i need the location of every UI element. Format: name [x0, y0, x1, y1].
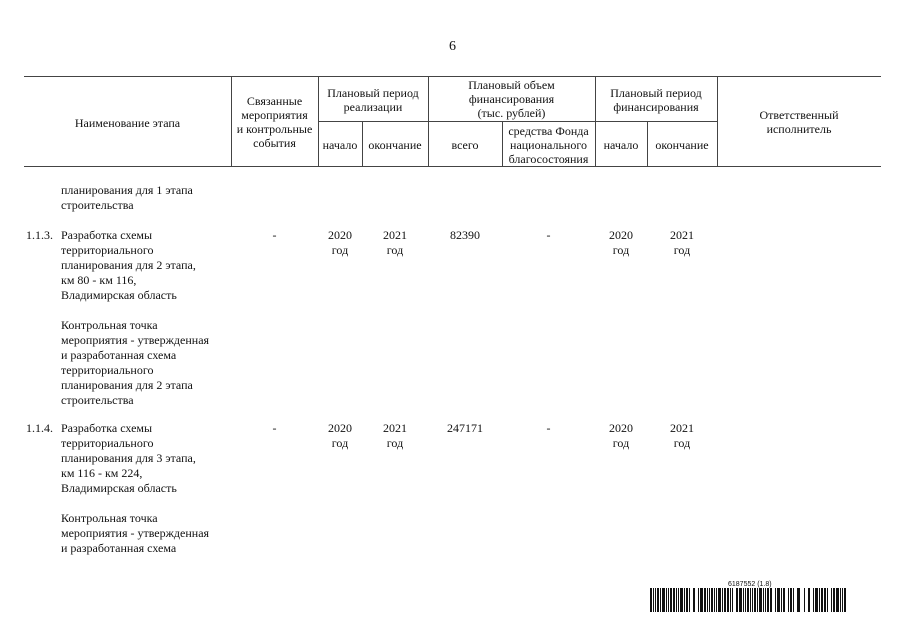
header-fin-start: начало	[603, 138, 639, 152]
row-2-id: 1.1.4.	[26, 421, 53, 435]
row-1-id: 1.1.3.	[26, 228, 53, 242]
row-1-period-end: 2021 год	[383, 228, 407, 257]
row-2-stage-name: Разработка схемы территориального планирования для 3 этапа, км 116 - км 224, Владимирская область Контрольная точка мероприятия - утвержденная и разработанная схема	[61, 421, 210, 555]
header-fund: средства Фонда национального благосостояния	[508, 124, 589, 166]
header-mid-rule-fin-period	[595, 121, 717, 122]
header-related-events: Связанные мероприятия и контрольные события	[236, 94, 313, 150]
page-number: 6	[449, 39, 456, 54]
header-plan-fin-period: Плановый период финансирования	[610, 86, 702, 114]
row-1-fund: -	[546, 228, 551, 242]
barcode	[650, 588, 856, 612]
header-mid-rule-period	[318, 121, 428, 122]
barcode-bars	[650, 588, 846, 612]
row-1-stage-name: Разработка схемы территориального планирования для 2 этапа, км 80 - км 116, Владимирская область Контрольная точка мероприятия - утвержденная и разработанная схема территориального планирования для 2 этапа строительства	[61, 228, 210, 407]
row-0-stage-name: планирования для 1 этапа строительства	[61, 183, 193, 212]
header-period-end: окончание	[368, 138, 422, 152]
row-1-related: -	[272, 228, 277, 242]
row-2-fin-start: 2020 год	[609, 421, 633, 450]
header-period-start: начало	[322, 138, 358, 152]
barcode-label: 6187552 (1.8)	[728, 581, 772, 588]
header-responsible: Ответственный исполнитель	[759, 108, 839, 136]
row-2-period-start: 2020 год	[328, 421, 352, 450]
row-2-total: 247171	[447, 421, 483, 435]
header-total: всего	[451, 138, 479, 152]
row-1-fin-end: 2021 год	[670, 228, 694, 257]
header-plan-period: Плановый период реализации	[327, 86, 419, 114]
header-top-rule	[24, 76, 881, 77]
row-1-total: 82390	[450, 228, 480, 242]
header-mid-rule-volume	[428, 121, 595, 122]
header-fin-end: окончание	[655, 138, 709, 152]
row-2-fin-end: 2021 год	[670, 421, 694, 450]
row-1-fin-start: 2020 год	[609, 228, 633, 257]
row-1-period-start: 2020 год	[328, 228, 352, 257]
header-stage-name: Наименование этапа	[74, 116, 181, 130]
row-2-period-end: 2021 год	[383, 421, 407, 450]
row-2-related: -	[272, 421, 277, 435]
header-bottom-rule	[24, 166, 881, 167]
header-plan-volume: Плановый объем финансирования (тыс. рублей)	[468, 78, 555, 120]
row-2-fund: -	[546, 421, 551, 435]
